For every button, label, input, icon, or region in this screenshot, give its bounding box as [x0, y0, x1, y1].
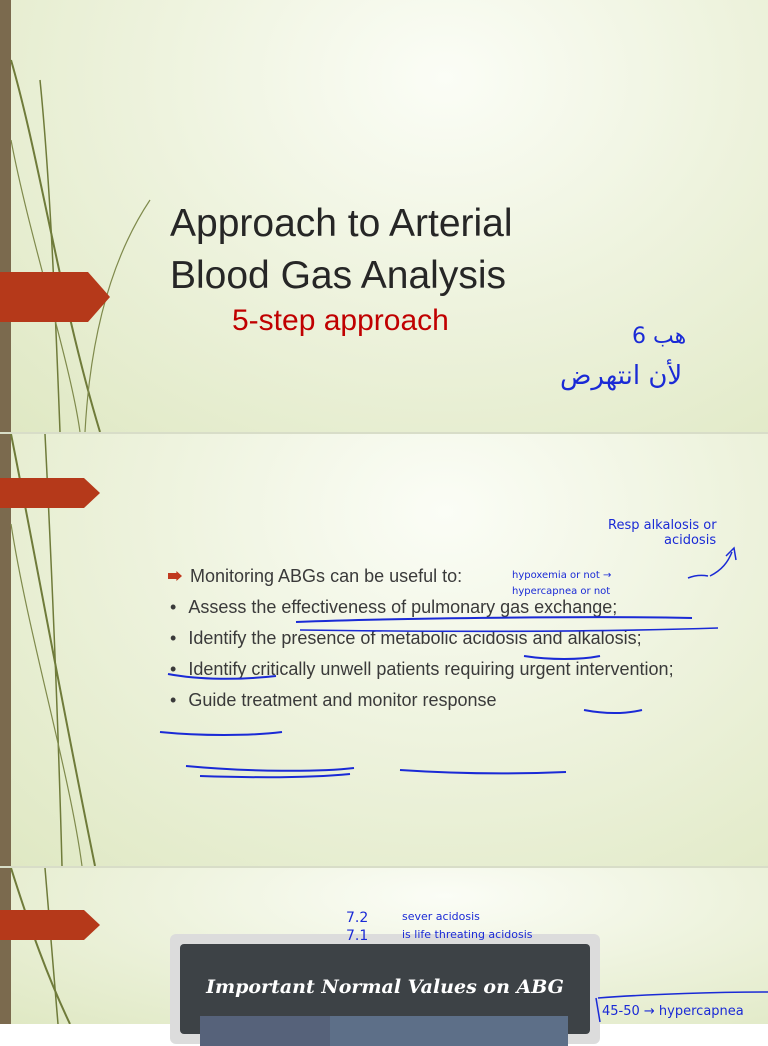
ink-hypercapnea-note: hypercapnea or not — [512, 586, 611, 597]
normal-values-table-card — [170, 934, 600, 1044]
bullet-dot: • — [170, 597, 177, 617]
ink-resp-line-2: acidosis — [664, 533, 717, 548]
bullet-dot: • — [170, 628, 177, 648]
bullet-3-underlined-text: urgent intervention — [519, 659, 669, 679]
bullet-dot: • — [170, 659, 177, 679]
ink-resp-line-1: Resp alkalosis or — [608, 518, 717, 533]
bullet-item-2 — [168, 627, 728, 650]
bullet-2-mid: and — [527, 628, 568, 648]
bullet-3-end: ; — [668, 659, 674, 679]
bullet-item-1 — [168, 596, 728, 619]
bullet-4-mid: and — [317, 690, 358, 710]
table-header-cell — [200, 1016, 330, 1046]
ink-life-threat-note: is life threating acidosis — [402, 928, 533, 941]
title-line-1: Approach to Arterial — [170, 202, 513, 245]
ink-severe-note: sever acidosis — [402, 910, 480, 923]
bullet-lead — [168, 565, 728, 588]
bullet-1-end: ; — [612, 597, 618, 617]
bullet-2-underlined-acidosis: acidosis — [462, 628, 528, 648]
slide-subtitle: 5-step approach — [232, 304, 449, 337]
table-header-row — [200, 1016, 568, 1046]
ink-hypoxemia-note: hypoxemia or not → — [512, 570, 612, 581]
slide-tag — [0, 272, 112, 322]
slide-tag — [0, 478, 102, 508]
bullet-list — [168, 565, 728, 720]
slide-left-bar — [0, 868, 11, 1024]
arrow-bullet-icon — [168, 571, 182, 581]
bullet-4-underlined-a: Guide treatment — [188, 690, 318, 710]
ink-note-a: ﻫﺐ 6 — [632, 324, 687, 349]
bullet-1-text: Assess the — [188, 597, 282, 617]
bullet-lead-text: Monitoring ABGs can be useful to: — [190, 566, 463, 586]
table-title: Important Normal Values on ABG — [206, 976, 564, 998]
table-panel — [180, 944, 590, 1034]
bullet-1-underlined-text: effectiveness of pulmonary gas exchange — [281, 597, 613, 617]
bullet-4-underlined-b: monitor response — [357, 690, 497, 710]
bullet-3-text: Identify critically unwell patients requiring — [188, 659, 520, 679]
bullet-item-4 — [168, 689, 728, 712]
slide-1 — [0, 0, 768, 432]
bullet-2-end: ; — [636, 628, 642, 648]
slide-tag — [0, 910, 102, 940]
bullet-dot: • — [170, 690, 177, 710]
ink-value-2: 7.1 — [346, 928, 369, 944]
slide-title — [170, 198, 730, 302]
bullet-2-text: Identify the presence of metabolic — [188, 628, 463, 648]
ink-hypercapnea-range: 45-50 → hypercapnea — [602, 1004, 744, 1019]
ink-note-b: ﻟﺄﻥ ﺍﻧﺘﻬﺮﺽ — [560, 361, 683, 391]
ink-value-1: 7.2 — [346, 910, 369, 926]
bullet-2-underlined-alkalosis: alkalosis — [567, 628, 637, 648]
slide-left-bar — [0, 0, 11, 432]
bullet-item-3 — [168, 658, 728, 681]
title-line-2: Blood Gas Analysis — [170, 254, 507, 297]
